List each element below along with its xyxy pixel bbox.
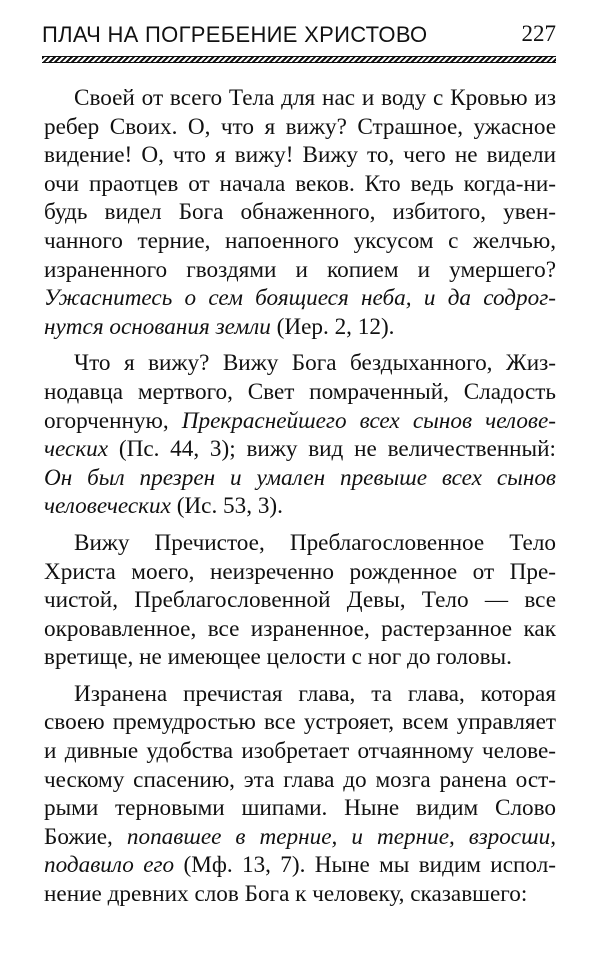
- body-text: [44, 84, 556, 909]
- text-line: [44, 680, 556, 709]
- running-title: ПЛАЧ НА ПОГРЕБЕНИЕ ХРИСТОВО: [42, 22, 428, 47]
- text-line: [44, 737, 556, 766]
- text-run: окровавленное, все израненное, растерзанное как: [44, 615, 556, 642]
- paragraph: [44, 84, 556, 341]
- text-line: [44, 256, 556, 285]
- text-run: ребер Своих. О, что я вижу? Страшное, ужасное: [44, 113, 556, 140]
- text-line: [44, 615, 556, 644]
- text-line: [44, 823, 556, 852]
- text-run: будь видел Бога обнаженного, избитого, увен-: [44, 199, 556, 226]
- text-line: [44, 141, 556, 170]
- paragraph: [44, 349, 556, 521]
- text-run: своею премудростью все устрояет, всем управляет: [44, 709, 556, 736]
- text-run: рыми терновыми шипами. Ныне видим Слово: [44, 795, 556, 822]
- text-line: [44, 113, 556, 142]
- text-line: [44, 170, 556, 199]
- text-line: [44, 284, 556, 313]
- italic-quote-text: человеческих: [44, 493, 171, 520]
- text-line: [44, 586, 556, 615]
- text-run: ческому спасению, эта глава до мозга ранена ост-: [44, 766, 556, 793]
- text-line: [44, 464, 556, 493]
- text-line: [44, 378, 556, 407]
- text-run: Что я вижу? Вижу Бога бездыханного, Жиз-: [74, 350, 556, 377]
- text-run: Христа моего, неизреченно рожденное от Пре-: [44, 558, 556, 585]
- text-line: [44, 198, 556, 227]
- text-run: и дивные удобства изобретает отчаянному челове-: [44, 738, 556, 765]
- text-run: чистой, Преблагословенной Девы, Тело — все: [44, 587, 556, 614]
- text-line: [44, 407, 556, 436]
- text-line: [44, 558, 556, 587]
- text-run: Своей от всего Тела для нас и воду с Кровью из: [74, 85, 556, 111]
- text-line: [44, 766, 556, 795]
- page-header: [42, 20, 556, 54]
- text-line: [44, 84, 556, 113]
- text-line: [44, 227, 556, 256]
- text-run: огорченную,: [44, 407, 182, 434]
- text-run: Вижу Пречистое, Преблагословенное Тело: [74, 529, 556, 556]
- italic-quote-text: нутся основания земли: [44, 313, 271, 340]
- paragraph: [44, 529, 556, 672]
- italic-quote-text: попавшее в терние, и терние, взросши,: [126, 823, 556, 850]
- text-run: израненного гвоздями и копием и умершего?: [44, 256, 556, 283]
- text-line: [44, 880, 556, 909]
- text-line: [44, 708, 556, 737]
- italic-quote-text: Он был презрен и умален превыше всех сынов: [44, 464, 556, 491]
- page-number: 227: [521, 21, 556, 46]
- paragraph: [44, 680, 556, 909]
- text-line: [44, 643, 556, 672]
- text-run: (Пс. 44, 3); вижу вид не величественный:: [108, 436, 556, 463]
- italic-quote-text: ческих: [44, 436, 109, 463]
- text-run: очи праотцев от начала веков. Кто ведь когда-ни-: [44, 170, 556, 197]
- text-line: [44, 349, 556, 378]
- italic-quote-text: Прекраснейшего всех сынов челове-: [181, 407, 556, 434]
- text-run: (Иер. 2, 12).: [270, 313, 395, 340]
- text-line: [44, 794, 556, 823]
- text-run: (Мф. 13, 7). Ныне мы видим испол-: [174, 852, 556, 879]
- italic-quote-text: Ужаснитесь о сем боящиеся неба, и да содрог-: [44, 285, 556, 312]
- text-line: [44, 851, 556, 880]
- text-run: чанного терние, напоенного уксусом с желчью,: [44, 227, 556, 254]
- italic-quote-text: подавило его: [44, 852, 175, 879]
- text-line: [44, 529, 556, 558]
- text-line: [44, 435, 556, 464]
- text-run: нение древних слов Бога к человеку, сказавшего:: [44, 881, 528, 908]
- text-line: [44, 313, 556, 342]
- text-run: Изранена пречистая глава, та глава, которая: [74, 680, 556, 707]
- text-run: Божие,: [44, 823, 127, 850]
- text-line: [44, 492, 556, 521]
- header-ornamental-rule: [42, 56, 556, 63]
- text-run: вретище, не имеющее целости с ног до головы.: [44, 644, 512, 671]
- text-run: нодавца мертвого, Свет помраченный, Сладость: [44, 378, 556, 405]
- text-run: видение! О, что я вижу! Вижу то, чего не видели: [44, 142, 556, 169]
- text-run: (Ис. 53, 3).: [170, 493, 283, 520]
